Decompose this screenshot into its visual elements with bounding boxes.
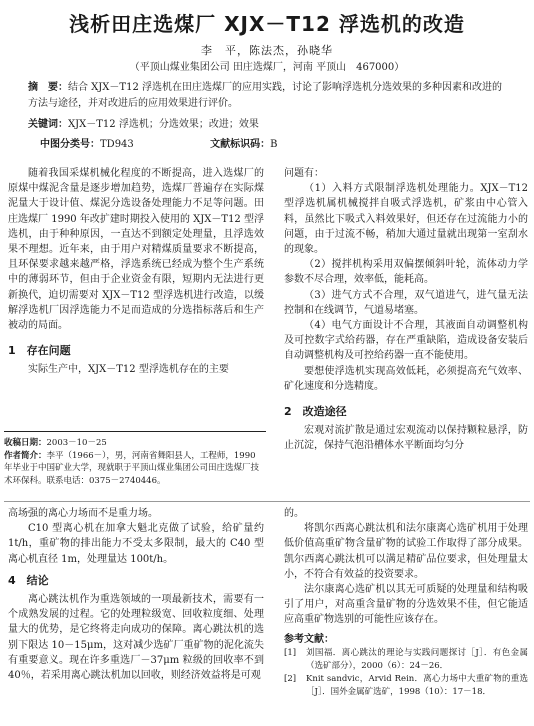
problems-conclusion: 要想使浮选机实现高效低耗，必须提高充气效率、矿化速度和分选精度。 (284, 365, 528, 392)
reference-number: [1] (284, 647, 297, 658)
conclusion-paragraph: 离心跳汰机作为重选领域的一项最新技术，需要有一个成熟发展的过程。它的处理粒级宽、回收粒度细、处理量大的优势，是它终将走向成功的保障。离心跳汰机的选别下限达 10－15μm，这对减少选矿厂重矿物的泥化流失有重要意义。现在许多重选厂－37μm 粒级的回收率不到 40％，若采用离心跳汰机加以回收，则经济效益将是可观 (8, 594, 264, 682)
doc-code-label: 文献标识码： (210, 139, 271, 150)
section-2-heading: 2 改造途径 (284, 405, 347, 419)
abstract (28, 80, 504, 112)
continued-paragraph: 高场强的离心力场而不是重力场。 (8, 508, 158, 519)
kelsey-paragraph: 将凯尔西离心跳汰机和法尔康离心选矿机用于处理低价值高重矿物含量矿物的试验工作取得了部分成果。凯尔西离心跳汰机可以满足精矿品位要求，但处理量太小，不符合有效益的投资要求。 (284, 523, 528, 580)
keywords-label: 关键词： (28, 119, 68, 130)
affiliation: （平顶山煤业集团公司 田庄选煤厂，河南 平顶山 467000） (129, 62, 405, 73)
intro-paragraph: 随着我国采煤机械化程度的不断提高，进入选煤厂的原煤中煤泥含量是逐步增加趋势，选煤厂普遍存在实际煤泥量大于设计值、煤泥分选设备处理能力不足等问题。田庄选煤厂 1990 年改扩建时期投入使用的 XJX－T12 型浮选机，由于种种原因，一直达不到额定处理量，且浮选效果不理想。近年来，由于用户对精煤质量要求不断提高，且环保要求越来越严格，浮选系统已经成为整个生产系统中的薄弱环节，但由于企业资金有限，短期内无法进行更新换代，迫切需要对 XJX－T12 型浮选机进行改造，以缓解浮选机厂因浮选能力不足而造成的分选指标落后和生产被动的局面。 (8, 168, 264, 332)
section-1-heading: 1 存在问题 (8, 344, 71, 358)
footnote (4, 437, 266, 487)
c10-paragraph: C10 型离心机在加拿大魁北克做了试验，给矿量约 1t/h，重矿物的排出能力不受太多限制，最大的 C40 型离心机直径 1m，处理量达 100t/h。 (8, 523, 264, 565)
author-bio: 李平（1966－），男，河南省舞阳县人，工程师，1990 年毕业于中国矿业大学，现就职于平顶山煤业集团公司田庄选煤厂技术环保科。联系电话：0375－2740446。 (4, 450, 260, 486)
reference-item (284, 647, 528, 673)
reference-item (284, 673, 528, 699)
section-1-paragraph: 实际生产中，XJX－T12 型浮选机存在的主要 (28, 364, 229, 376)
keywords-text: XJX－T12 浮选机；分选效果；改进；效果 (68, 119, 259, 130)
classification-line (40, 135, 278, 150)
abstract-label: 摘 要： (28, 82, 68, 93)
problem-item-1: （1）入料方式限制浮选机处理能力。XJX－T12 型浮选机属机械搅拌自吸式浮选机，矿浆由中心管入料，虽然比下吸式入料效果好，但还存在过流能力小的问题，由于过流不畅，稍加大通过量就出现第一室刮水的现象。 (284, 183, 528, 256)
clc-label: 中图分类号： (40, 139, 100, 150)
reference-number: [2] (284, 673, 297, 684)
doc-code: B (270, 139, 278, 150)
problem-item-2: （2）搅拌机构采用双偏摆倾斜叶轮，流体动力学参数不尽合理，效率低，能耗高。 (284, 259, 528, 286)
received-date: 2003－10－25 (46, 438, 107, 448)
problem-item-3: （3）进气方式不合理，双气道进气，进气量无法控制和在线调节，气道易堵塞。 (284, 289, 528, 316)
author-bio-label: 作者简介： (4, 450, 47, 461)
left-column-bottom (8, 506, 264, 683)
paper-title: 浅析田庄选煤厂 XJX－T12 浮选机的改造 (69, 12, 465, 36)
right-column-top (284, 166, 528, 454)
clc-number: TD943 (100, 139, 134, 150)
falcon-paragraph: 法尔康离心选矿机以其无可质疑的处理量和结构吸引了用户，对高重含量矿物的分选效果不佳，但它能适应高重矿物选别的可能性应该存在。 (284, 584, 528, 626)
author-list: 李 平，陈法杰，孙晓华 (201, 44, 333, 57)
continued-text: 的。 (284, 508, 304, 519)
reference-text: Knit sandvic，Arvid Rein．离心力场中大重矿物的重选［J］．国外金属矿选矿，1998（10）：17－18． (306, 673, 528, 697)
section-2-paragraph: 宏观对流扩散是通过宏观流动以保持颗粒悬浮，防止沉淀，保持气泡沿槽体水平断面均匀分 (284, 425, 528, 452)
section-4-heading: 4 结论 (8, 573, 49, 587)
problems-intro: 问题有： (284, 168, 324, 179)
footnote-rule (4, 431, 266, 432)
abstract-text: 结合 XJX－T12 浮选机在田庄选煤厂的应用实践，讨论了影响浮选机分选效果的多种因素和改进的方法与途径，并对改进后的应用效果进行评价。 (28, 82, 502, 109)
left-column-top (8, 166, 264, 378)
right-column-bottom (284, 506, 528, 699)
received-label: 收稿日期： (4, 438, 47, 448)
references-heading: 参考文献： (284, 633, 334, 645)
problem-item-4: （4）电气方面设计不合理，其液面自动调整机构及可控数字式给药器，存在严重缺陷，造成设备安装后自动调整机构及可控给药器一直不能使用。 (284, 320, 528, 362)
page-split-line (4, 501, 530, 502)
keywords (28, 117, 504, 133)
reference-text: 刘国福．离心跳汰的理论与实践问题探讨［J］．有色金属（选矿部分），2000（6）：24－26． (306, 647, 528, 671)
